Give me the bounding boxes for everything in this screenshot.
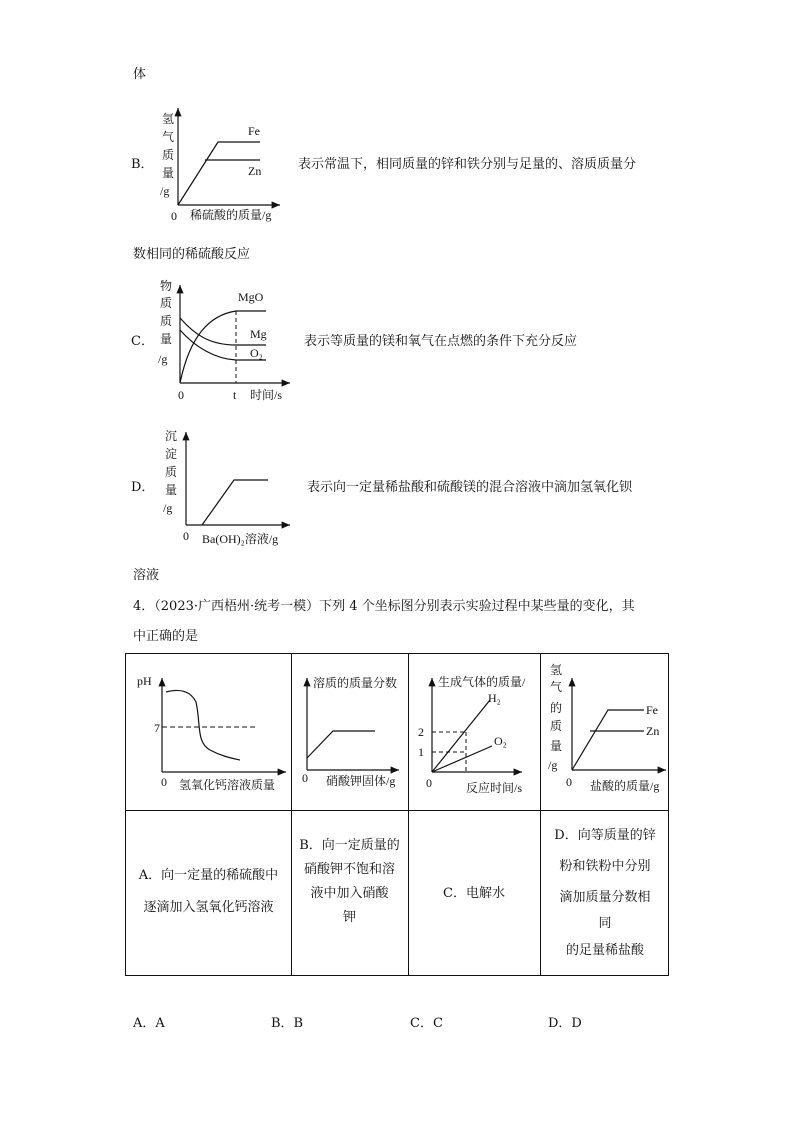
option-b-y2: 气: [162, 130, 175, 144]
desc-d-line1: D．向等质量的锌: [554, 828, 656, 843]
graph-a-origin: 0: [161, 775, 167, 789]
option-d-desc: 表示向一定量稀盐酸和硫酸镁的混合溶液中滴加氢氧化钡: [307, 480, 633, 495]
desc-c: [408, 882, 540, 906]
fragment-cont-b: 数相同的稀硫酸反应: [133, 247, 251, 262]
desc-b-line4: 钾: [342, 910, 356, 925]
option-c-mg: Mg: [250, 327, 267, 341]
option-b-label: B．: [131, 157, 154, 172]
graph-b-origin: 0: [302, 771, 308, 785]
option-c-graph: [150, 275, 300, 405]
graph-b: [291, 654, 409, 810]
desc-c-line1: C．电解水: [443, 886, 505, 901]
desc-a-line1: A．向一定量的稀硫酸中: [138, 868, 279, 883]
desc-d-line4: 同: [598, 916, 612, 931]
graph-c-xlabel: 反应时间/s: [466, 781, 523, 795]
option-d-y3: 质: [165, 465, 178, 479]
fragment-cont-d: 溶液: [133, 568, 160, 583]
option-c-label: C．: [131, 334, 154, 349]
graph-c-ylabel: 生成气体的质量/: [438, 675, 526, 689]
graph-d-y1: 氢: [550, 663, 563, 677]
graph-d-y3: 的: [550, 701, 563, 715]
option-b-xlabel: 稀硫酸的质量/g: [190, 208, 272, 222]
desc-a-line2: 逐滴加入氢氧化钙溶液: [143, 900, 274, 915]
option-c-y3: 质: [160, 314, 173, 328]
desc-d-line3: 滴加质量分数相: [559, 890, 651, 905]
answer-d[interactable]: D．D: [548, 1016, 582, 1031]
graph-a-tick7: 7: [154, 721, 160, 735]
option-b-origin: 0: [171, 209, 177, 223]
question4-table: [125, 653, 669, 976]
option-c-desc: 表示等质量的镁和氧气在点燃的条件下充分反应: [304, 334, 578, 349]
option-c-y5: /g: [158, 352, 168, 366]
graph-d-xlabel: 盐酸的质量/g: [590, 779, 660, 793]
option-d-y2: 淀: [165, 447, 178, 461]
graph-a-xlabel: 氢氧化钙溶液质量: [179, 778, 276, 792]
option-c-t: t: [233, 388, 237, 402]
graph-d-y4: 质: [550, 719, 563, 733]
option-d-y4: 量: [165, 483, 178, 497]
graph-d-y5: 量: [550, 739, 563, 753]
graph-b-xlabel: 硝酸钾固体/g: [326, 774, 396, 788]
graph-d-zn: Zn: [646, 724, 660, 738]
graph-c: [408, 654, 540, 810]
graph-d-origin: 0: [566, 775, 572, 789]
graph-a: [126, 654, 291, 810]
option-d-origin: 0: [183, 529, 189, 543]
answer-b[interactable]: B．B: [271, 1016, 304, 1031]
option-d-xlabel: Ba(OH)₂溶液/g: [202, 532, 279, 546]
graph-d-y6: /g: [548, 758, 558, 772]
desc-b: [291, 834, 408, 930]
option-b-fe: Fe: [248, 124, 260, 138]
graph-c-tick2: 2: [418, 725, 424, 739]
option-b-y1: 氢: [162, 112, 175, 126]
answer-a[interactable]: A．A: [133, 1016, 165, 1031]
option-c-o2: O₂: [250, 346, 263, 360]
question4-line1: 4．（2023·广西梧州·统考一模）下列 4 个坐标图分别表示实验过程中某些量的变化，其: [133, 599, 635, 614]
question4-line2: 中正确的是: [133, 629, 199, 644]
fragment-top: 体: [133, 67, 147, 82]
option-b-graph: [150, 100, 300, 225]
graph-a-ylabel: pH: [137, 674, 152, 688]
option-b-y4: 量: [162, 166, 175, 180]
option-c-y4: 量: [160, 332, 173, 346]
graph-c-tick1: 1: [418, 745, 424, 759]
option-b-zn: Zn: [248, 164, 262, 178]
option-c-origin: 0: [178, 388, 184, 402]
option-b-y3: 质: [162, 148, 175, 162]
desc-b-line2: 硝酸钾不饱和溶: [303, 862, 395, 877]
option-c-xlabel: 时间/s: [250, 388, 283, 402]
graph-d-fe: Fe: [646, 703, 658, 717]
desc-d: [540, 820, 670, 966]
option-d-label: D．: [131, 480, 155, 495]
graph-d-y2: 气: [550, 680, 563, 694]
option-d-y5: /g: [163, 501, 173, 515]
option-b-y5: /g: [160, 184, 170, 198]
option-d-y1: 沉: [165, 429, 178, 443]
graph-c-origin: 0: [426, 776, 432, 790]
desc-b-line3: 液中加入硝酸: [310, 886, 389, 901]
option-b-desc: 表示常温下，相同质量的锌和铁分别与足量的、溶质质量分: [298, 157, 637, 172]
graph-c-h2: H₂: [488, 691, 501, 705]
option-c-mgo: MgO: [238, 290, 264, 304]
desc-a: [126, 864, 291, 920]
desc-d-line5: 的足量稀盐酸: [565, 943, 644, 958]
desc-d-line2: 粉和铁粉中分别: [559, 859, 651, 874]
graph-b-ylabel: 溶质的质量分数: [313, 676, 398, 690]
option-c-y1: 物: [160, 279, 173, 293]
graph-c-o2: O₂: [494, 734, 507, 748]
desc-b-line1: B．向一定质量的: [299, 838, 400, 853]
graph-d: [540, 654, 670, 810]
answer-c[interactable]: C．C: [410, 1016, 443, 1031]
option-d-graph: [150, 422, 310, 552]
option-c-y2: 质: [160, 296, 173, 310]
